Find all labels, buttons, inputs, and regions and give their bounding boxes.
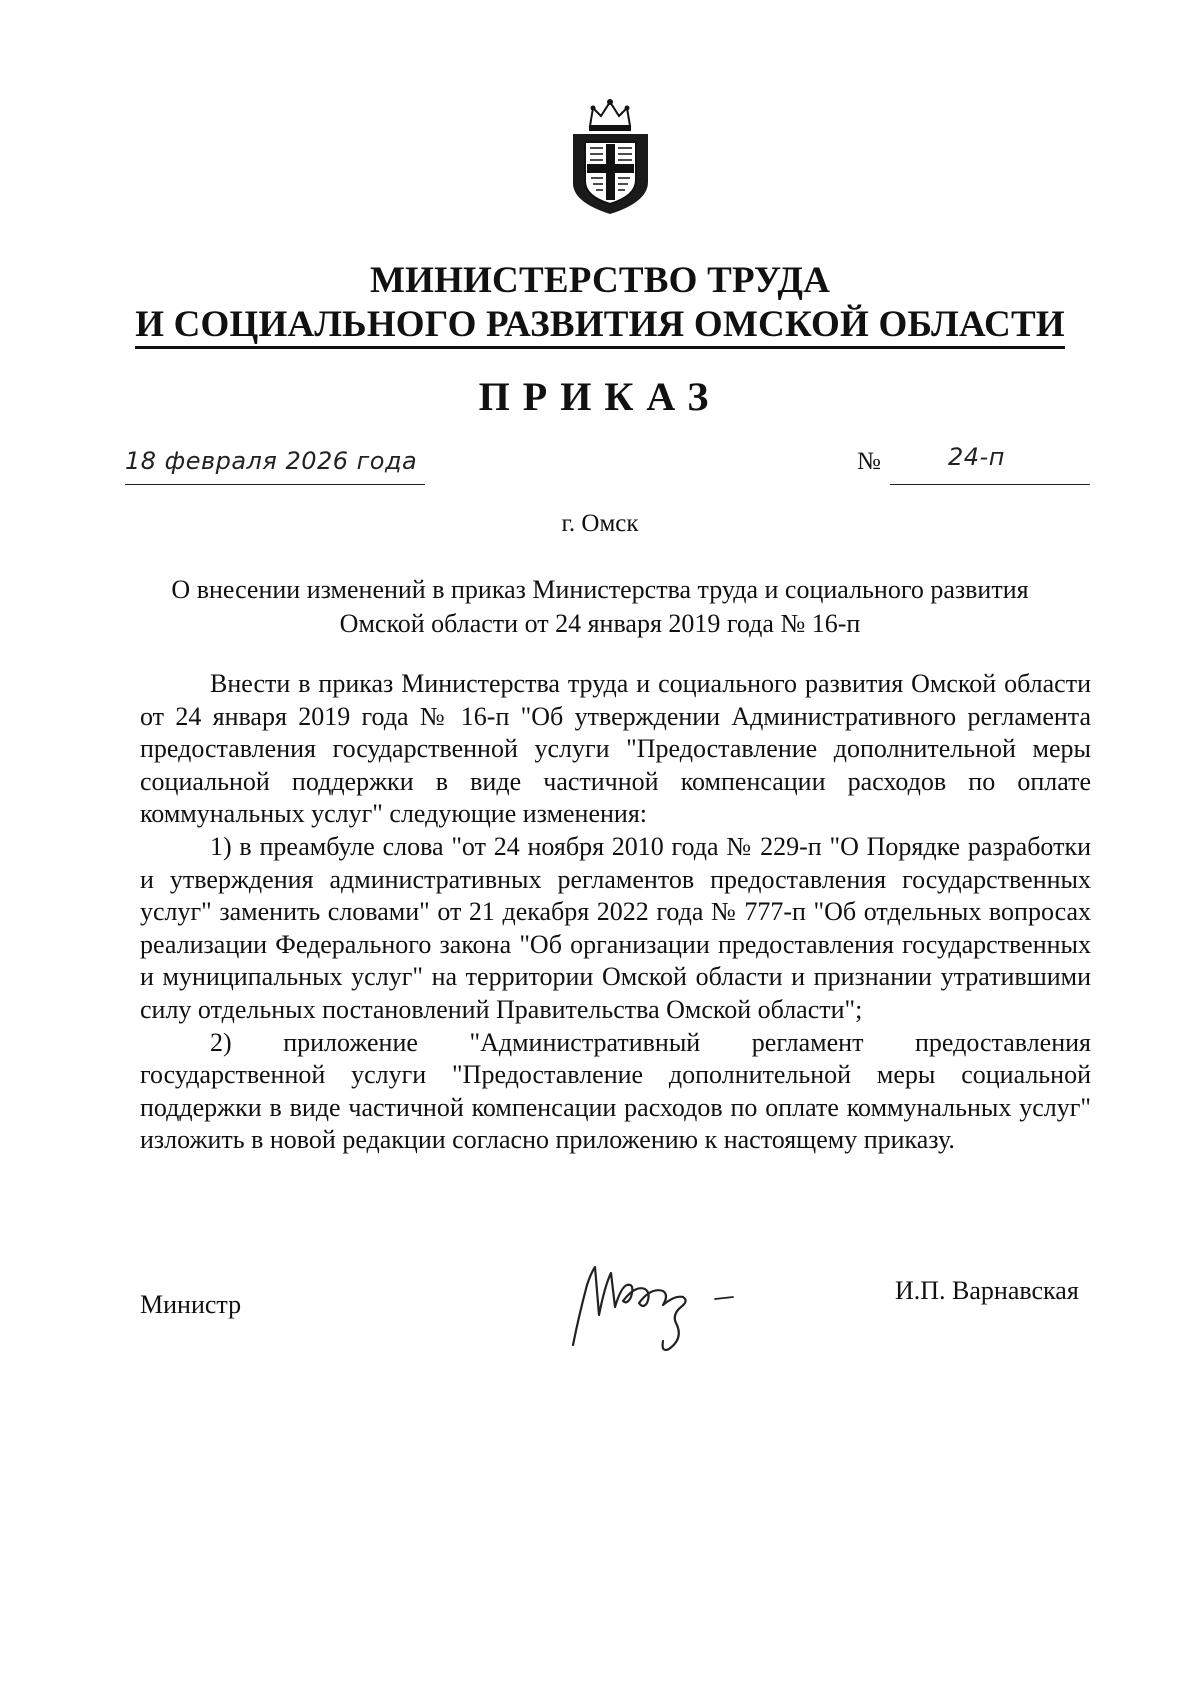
subject-line2: Омской области от 24 января 2019 года № 16-п xyxy=(339,609,861,638)
signatory-name: И.П. Варнавская xyxy=(895,1276,1079,1305)
number-label: № xyxy=(857,448,881,475)
body-paragraph-item-2: 2) приложение "Административный регламент предоставления государственной услуги "Предоставление дополнительной меры социальной поддержки в виде частичной компенсации расходов по оплате коммунальных услуг" изложить в новой редакции согласно приложению к настоящему приказу. xyxy=(140,1027,1091,1155)
city: г. Омск xyxy=(561,510,639,537)
document-type-heading: ПРИКАЗ xyxy=(478,374,722,419)
coat-of-arms-icon xyxy=(563,98,658,216)
ministry-name-line2: И СОЦИАЛЬНОГО РАЗВИТИЯ ОМСКОЙ ОБЛАСТИ xyxy=(135,304,1065,349)
handwritten-signature-icon xyxy=(565,1245,805,1355)
document-subject xyxy=(100,573,1100,641)
handwritten-date: 18 февраля 2026 года xyxy=(125,447,418,475)
ministry-name-line1: МИНИСТЕРСТВО ТРУДА xyxy=(369,260,831,301)
handwritten-number: 24-п xyxy=(948,443,1005,471)
body-paragraph-intro: Внести в приказ Министерства труда и социального развития Омской области от 24 января 2019 года № 16-п "Об утверждении Административного регламента предоставления государственной услуги "Предоставление дополнительной меры социальной поддержки в виде частичной компенсации расходов по оплате коммунальных услуг" следующие изменения: xyxy=(140,669,1091,829)
document-body xyxy=(140,668,1091,1157)
subject-line1: О внесении изменений в приказ Министерства труда и социального развития xyxy=(171,575,1029,604)
signatory-title: Министр xyxy=(140,1290,242,1319)
body-paragraph-item-1: 1) в преамбуле слова "от 24 ноября 2010 года № 229-п "О Порядке разработки и утверждения административных регламентов предоставления государственных услуг" заменить словами" от 21 декабря 2022 года № 777-п "Об отдельных вопросах реализации Федерального закона "Об организации предоставления государственных и муниципальных услуг" на территории Омской области и признании утратившими силу отдельных постановлений Правительства Омской области"; xyxy=(140,831,1091,1024)
ministry-name-line2-container xyxy=(0,302,1200,348)
